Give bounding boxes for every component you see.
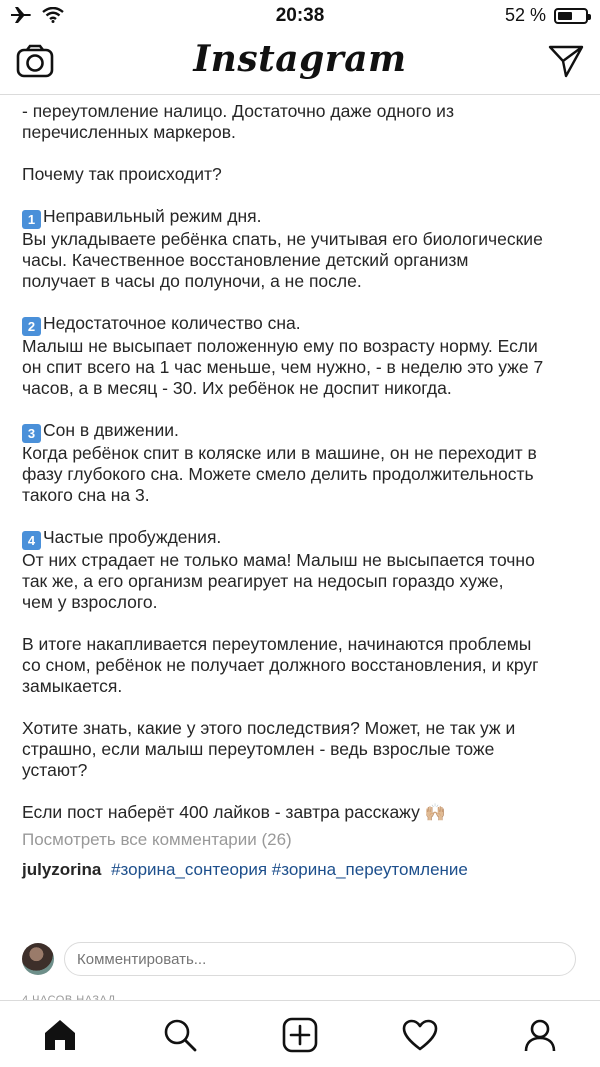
caption-line: Почему так происходит? [22,164,222,184]
search-icon[interactable] [160,1015,200,1055]
battery-percent: 52 % [504,5,546,25]
keycap-number-emoji: 1 [22,210,41,229]
caption-paragraph [22,634,582,697]
hashtag-link[interactable]: #зорина_переутомление [271,860,468,879]
new-post-icon[interactable] [280,1015,320,1055]
caption-line: страшно, если малыш переутомлен - ведь взрослые тоже [22,739,495,759]
section-heading [22,527,582,550]
comment-input[interactable] [64,942,576,976]
caption-line: - переутомление налицо. Достаточно даже одного из [22,101,454,121]
caption-line: Хотите знать, какие у этого последствия? Может, не так уж и [22,718,516,738]
section-heading-text: Сон в движении. [43,420,179,440]
clock: 20:38 [275,5,325,26]
keycap-number-emoji: 2 [22,317,41,336]
keycap-number-emoji: 3 [22,424,41,443]
caption-line: чем у взрослого. [22,592,158,612]
caption-author-line [22,855,582,885]
caption-paragraph [22,420,582,506]
status-bar [0,0,600,32]
section-heading [22,206,582,229]
caption-paragraph [22,313,582,399]
section-heading-text: Неправильный режим дня. [43,206,262,226]
activity-heart-icon[interactable] [400,1015,440,1055]
battery-fill [558,12,572,20]
profile-icon[interactable] [520,1015,560,1055]
caption-line: перечисленных маркеров. [22,122,236,142]
caption-paragraph [22,718,582,781]
instagram-logo: Instagram [193,38,407,80]
caption-paragraph [22,206,582,292]
caption-line: устают? [22,760,88,780]
caption-line: фазу глубокого сна. Можете смело делить продолжительность [22,464,534,484]
caption-line: Вы укладываете ребёнка спать, не учитывая его биологические [22,229,543,249]
hashtag-link[interactable]: #зорина_сонтеория [111,860,268,879]
username-link[interactable]: julyzorina [22,860,102,879]
section-heading-text: Недостаточное количество сна. [43,313,301,333]
caption-line: Когда ребёнок спит в коляске или в машине, он не переходит в [22,443,537,463]
caption-line: замыкается. [22,676,123,696]
home-icon[interactable] [40,1015,80,1055]
direct-send-icon[interactable] [548,44,584,83]
caption-line: В итоге накапливается переутомление, начинаются проблемы [22,634,532,654]
section-heading [22,313,582,336]
caption-line: часов, а в месяц - 30. Их ребёнок не доспит никогда. [22,378,452,398]
caption-last-text: Если пост наберёт 400 лайков - завтра расскажу [22,802,420,822]
caption-paragraph [22,164,582,185]
caption-line: От них страдает не только мама! Малыш не высыпается точно [22,550,535,570]
caption-last-line [22,802,582,823]
add-comment-row [22,942,578,978]
caption-line: получает в часы до полуночи, а не после. [22,271,362,291]
section-heading [22,420,582,443]
caption-line: со сном, ребёнок не получает должного восстановления, и круг [22,655,539,675]
view-all-comments-link[interactable]: Посмотреть все комментарии (26) [22,830,292,849]
caption-line: он спит всего на 1 час меньше, чем нужно, - в неделю это уже 7 [22,357,544,377]
caption-paragraph [22,527,582,613]
caption-line: такого сна на 3. [22,485,150,505]
caption-line: часы. Качественное восстановление детский организм [22,250,469,270]
bottom-tab-bar [0,1000,600,1067]
section-heading-text: Частые пробуждения. [43,527,222,547]
raised-hands-emoji: 🙌🏼 [424,803,446,822]
caption-line: так же, а его организм реагирует на недосып гораздо хуже, [22,571,504,591]
app-header [0,32,600,95]
caption-line: Малыш не высыпает положенную ему по возрасту норму. Если [22,336,538,356]
caption-paragraph [22,101,582,143]
post-caption [22,95,582,885]
battery-icon [554,8,588,24]
avatar[interactable] [22,943,54,975]
keycap-number-emoji: 4 [22,531,41,550]
